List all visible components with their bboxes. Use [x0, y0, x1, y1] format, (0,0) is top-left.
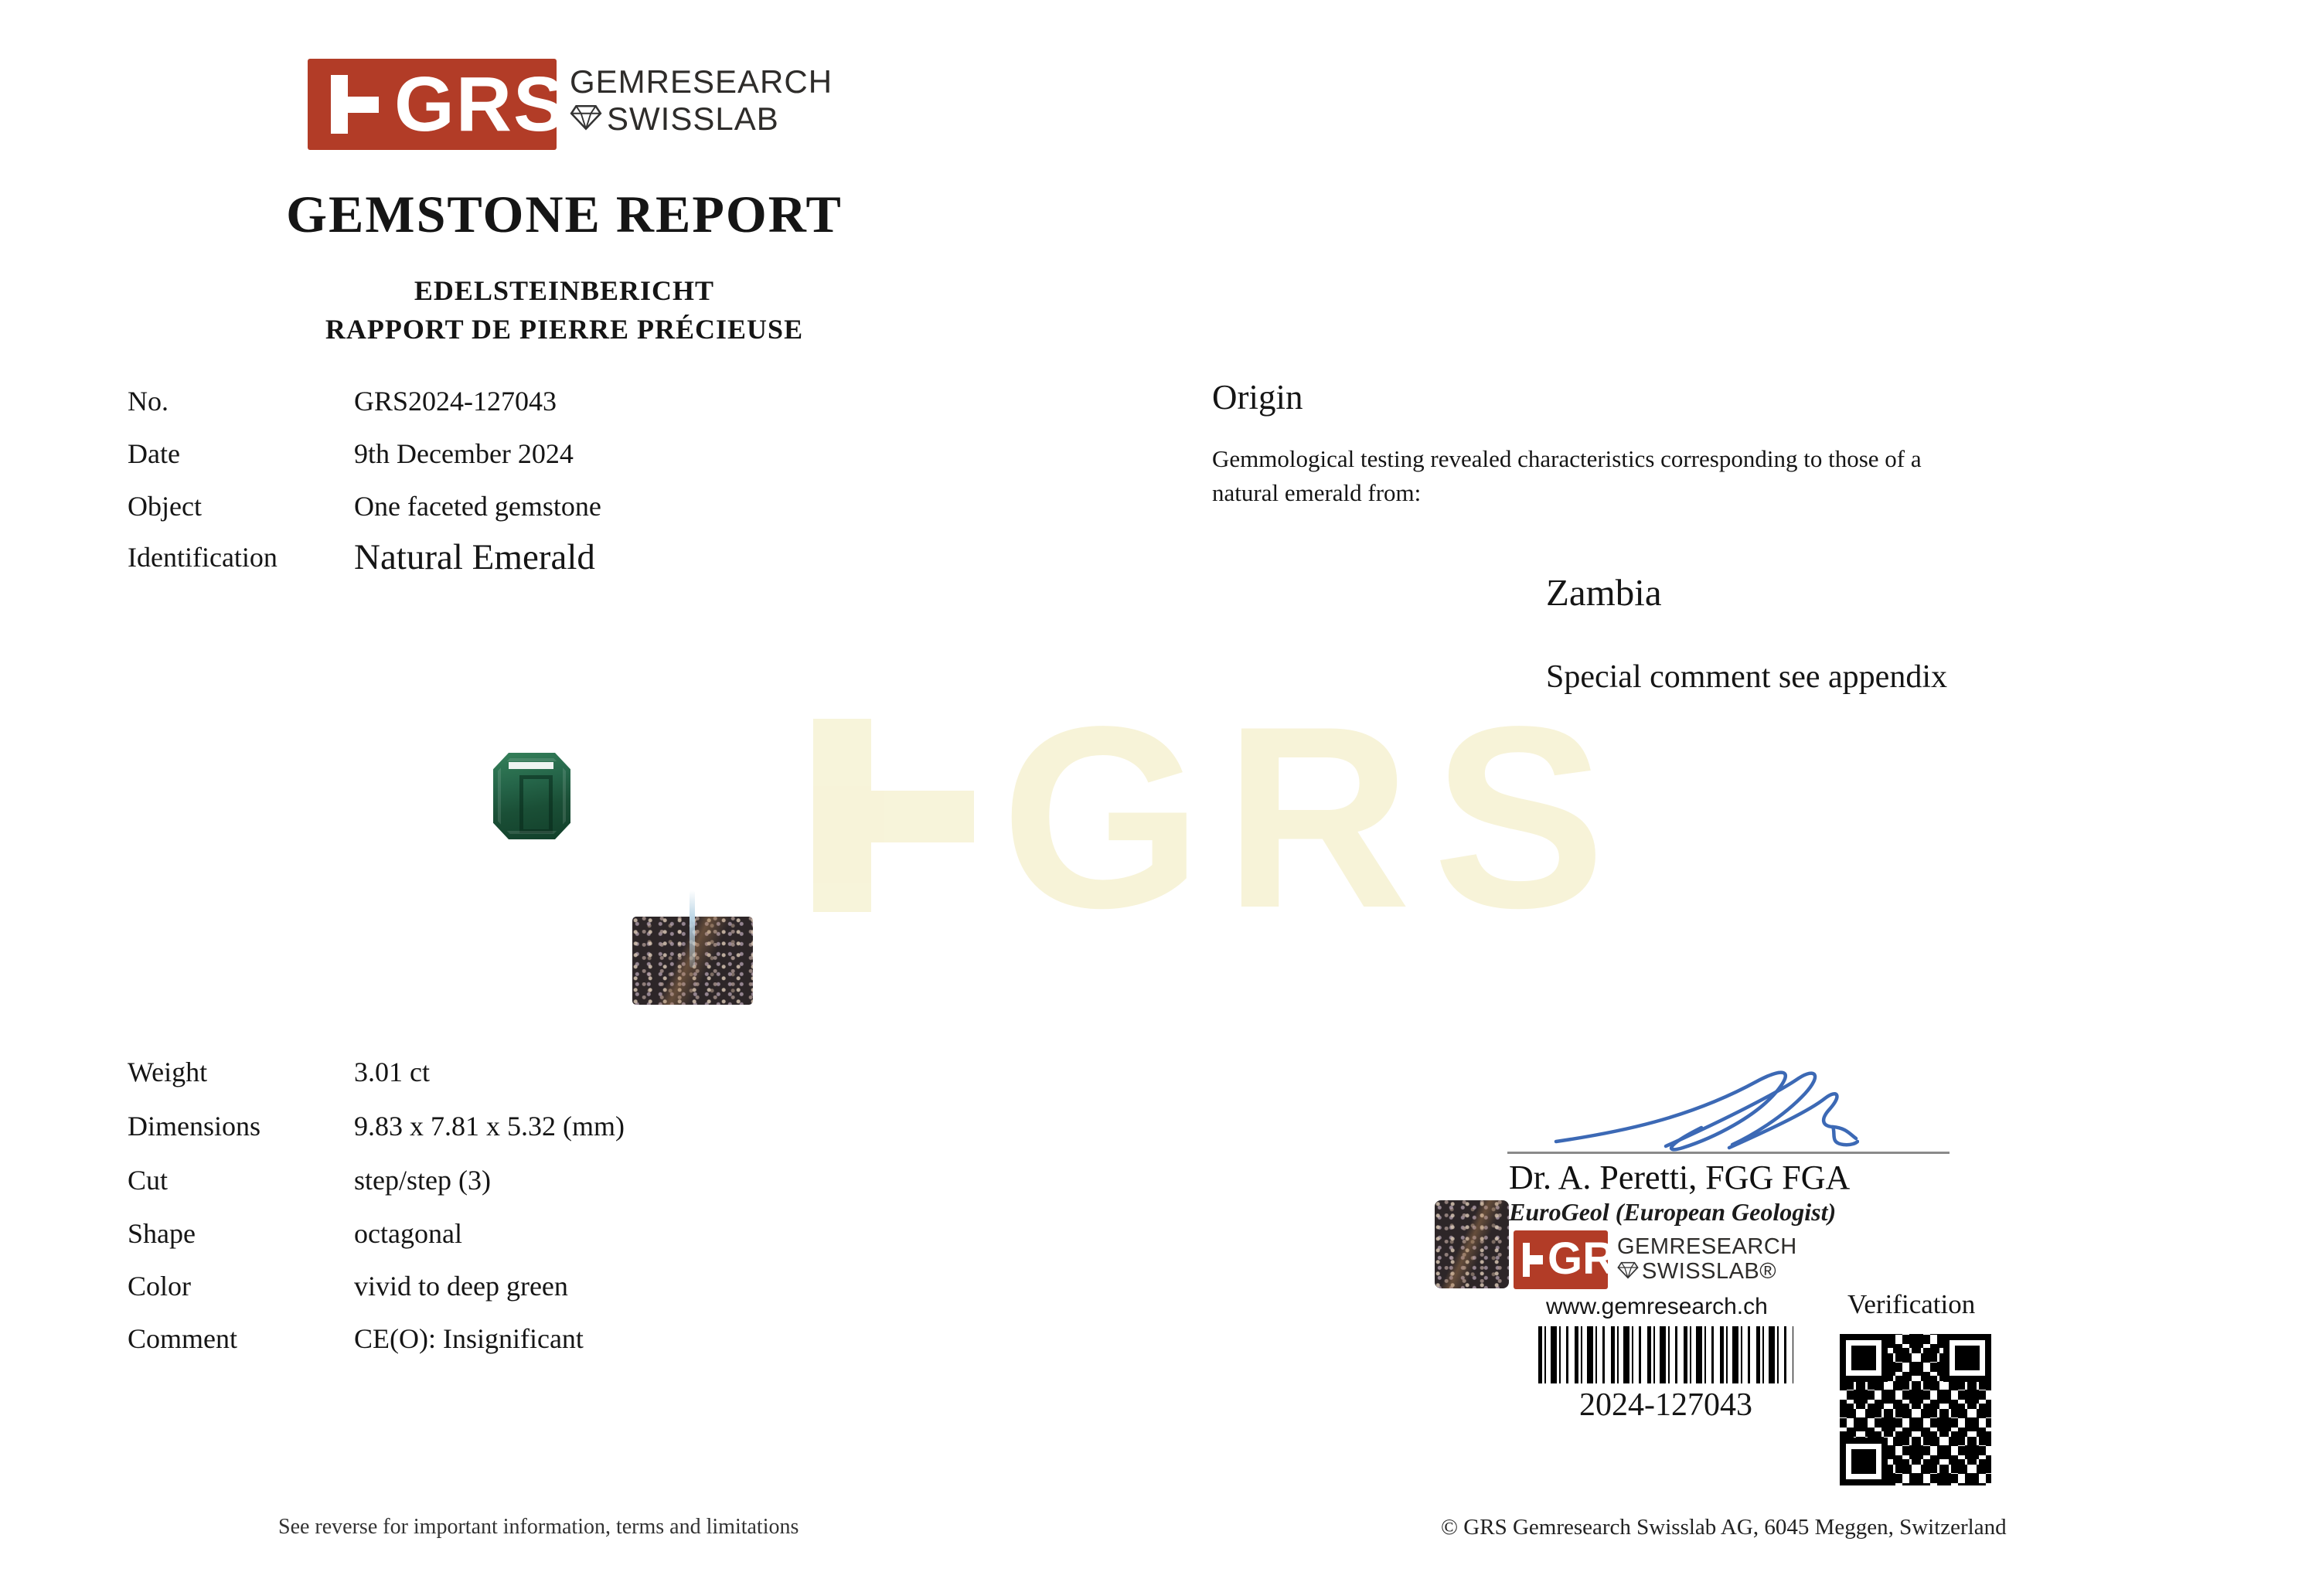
gem-property-row [128, 1322, 1055, 1361]
qr-finder-top-right [1943, 1334, 1991, 1382]
verification-label: Verification [1847, 1289, 1976, 1319]
diamond-icon [570, 104, 602, 134]
field-label-date: Date [128, 438, 180, 469]
grs-logo [308, 59, 567, 150]
property-label-shape: Shape [128, 1218, 196, 1249]
gem-property-row [128, 1270, 1055, 1308]
diamond-icon [1617, 1261, 1639, 1283]
grs-logo-text: GRS [1548, 1234, 1645, 1284]
property-value-dimensions: 9.83 x 7.81 x 5.32 (mm) [354, 1111, 625, 1142]
security-scratch-mark [690, 890, 695, 968]
origin-body: Gemmological testing revealed characteristics corresponding to those of a natural emerald from: [1212, 445, 1922, 507]
brand-name-line1: GEMRESEARCH [570, 63, 833, 100]
website-url: www.gemresearch.ch [1546, 1294, 1768, 1319]
gem-property-row [128, 1217, 1055, 1256]
field-value-no: GRS2024-127043 [354, 386, 557, 417]
signature [1550, 1047, 1859, 1155]
gemstone-photo [493, 753, 570, 839]
property-label-weight: Weight [128, 1057, 208, 1087]
field-label-object: Object [128, 491, 202, 522]
brand-name-line2-row [1617, 1259, 1776, 1285]
barcode-number: 2024-127043 [1579, 1387, 1752, 1423]
report-title: GEMSTONE REPORT [286, 185, 843, 243]
brand-name-line2-row [570, 100, 779, 138]
qr-code [1834, 1328, 1997, 1492]
grs-logo-text: GRS [394, 61, 567, 148]
brand-name-line2: SWISSLAB [607, 100, 779, 137]
property-label-color: Color [128, 1271, 192, 1302]
property-value-shape: octagonal [354, 1218, 462, 1249]
title-block [131, 184, 997, 345]
report-field-row [128, 437, 1055, 476]
origin-heading: Origin [1212, 378, 1303, 417]
field-label-identification: Identification [128, 542, 278, 573]
barcode [1538, 1326, 1793, 1383]
origin-country: Zambia [1546, 571, 1662, 614]
origin-note: Special comment see appendix [1546, 659, 1947, 695]
brand-name-line1: GEMRESEARCH [1617, 1234, 1797, 1259]
hologram-sticker-small [1435, 1200, 1509, 1288]
qr-finder-top-left [1840, 1334, 1888, 1382]
field-value-identification: Natural Emerald [354, 537, 595, 577]
footer-note: See reverse for important information, terms and limitations [278, 1515, 799, 1539]
report-subtitle-german: EDELSTEINBERICHT [414, 275, 715, 306]
property-value-cut: step/step (3) [354, 1165, 491, 1196]
signature-line [1507, 1152, 1950, 1154]
signatory-name: Dr. A. Peretti, FGG FGA [1509, 1159, 1851, 1196]
brand-name-line2: SWISSLAB® [1642, 1259, 1777, 1284]
property-value-color: vivid to deep green [354, 1271, 568, 1302]
gem-property-row [128, 1110, 1055, 1149]
report-field-row [128, 490, 1055, 529]
field-label-no: No. [128, 386, 169, 417]
field-value-object: One faceted gemstone [354, 491, 601, 522]
property-label-cut: Cut [128, 1165, 169, 1196]
grs-logo-small [1514, 1230, 1645, 1289]
grs-watermark-text: GRS [1001, 672, 1627, 961]
gem-property-row [128, 1164, 1055, 1203]
footer-copyright: © GRS Gemresearch Swisslab AG, 6045 Meggen, Switzerland [1441, 1515, 2007, 1540]
qr-finder-bottom-left [1840, 1438, 1888, 1485]
property-label-comment: Comment [128, 1323, 237, 1354]
swiss-half-cross-icon [331, 75, 379, 134]
report-subtitle-french: RAPPORT DE PIERRE PRÉCIEUSE [325, 314, 804, 345]
report-field-row [128, 385, 1055, 424]
gem-rim [498, 758, 566, 835]
property-value-comment: CE(O): Insignificant [354, 1323, 584, 1354]
field-value-date: 9th December 2024 [354, 438, 574, 469]
report-field-row [128, 537, 1055, 580]
signatory-title: EuroGeol (European Geologist) [1509, 1198, 1837, 1226]
property-label-dimensions: Dimensions [128, 1111, 261, 1142]
swiss-half-cross-icon [1523, 1243, 1543, 1277]
grs-watermark-cross-icon [813, 719, 974, 912]
gem-property-row [128, 1056, 1055, 1094]
property-value-weight: 3.01 ct [354, 1057, 430, 1087]
